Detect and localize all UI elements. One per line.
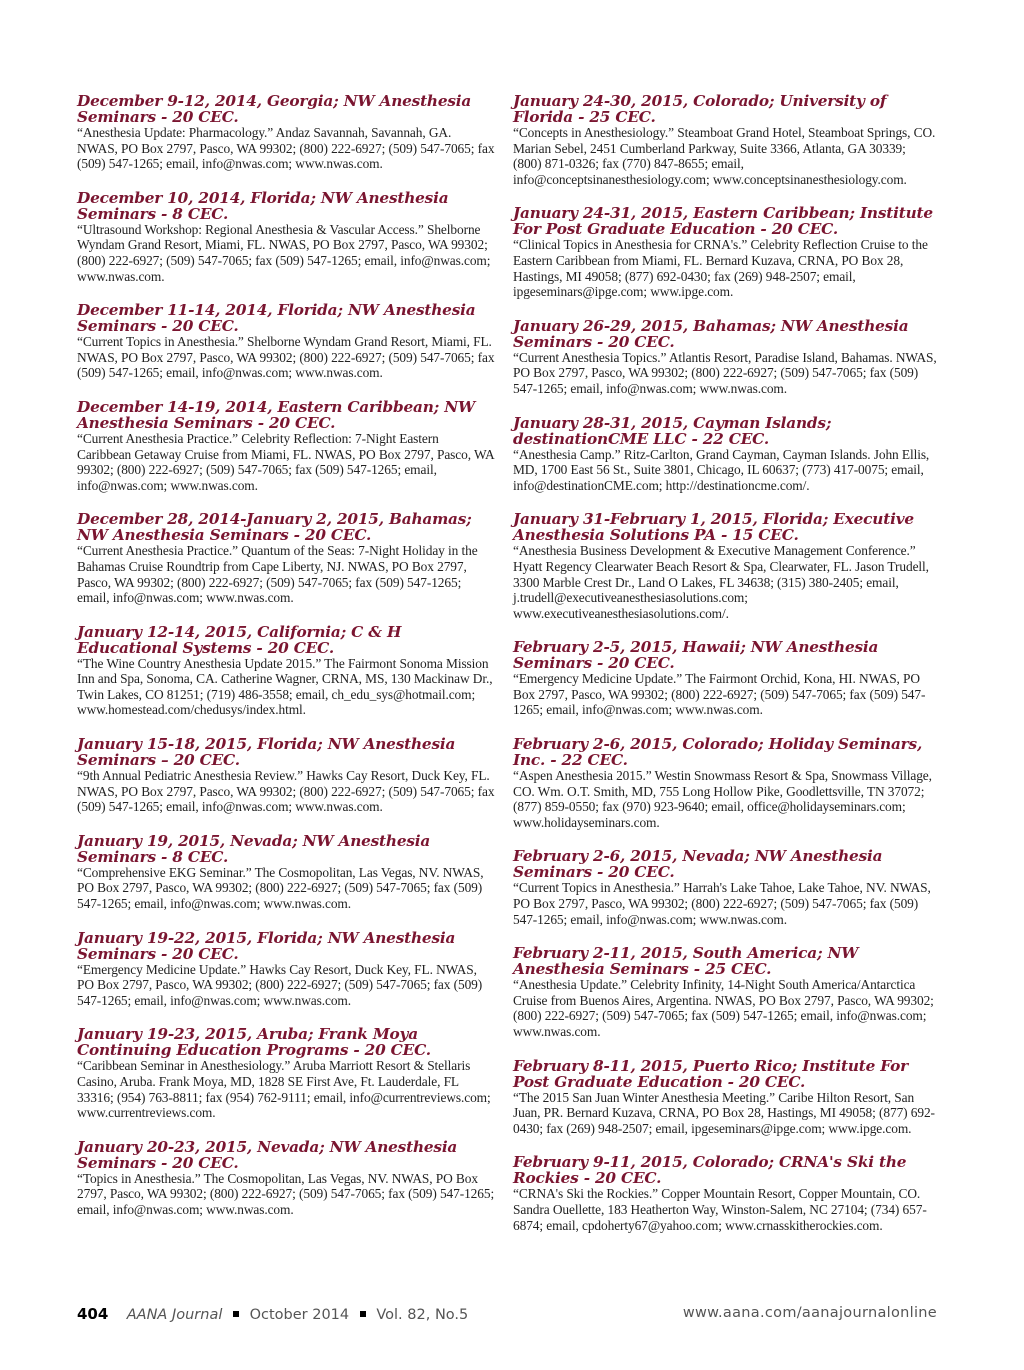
- entry-title: December 10, 2014, Florida; NW Anesthesia Seminars - 8 CEC.: [77, 188, 449, 223]
- right-column: [513, 93, 937, 1251]
- meeting-entry: [513, 415, 937, 494]
- entry-title: December 9-12, 2014, Georgia; NW Anesthesia Seminars - 20 CEC.: [77, 92, 472, 126]
- volume-number: Vol. 82, No.5: [376, 1307, 469, 1323]
- meeting-entry: [77, 93, 495, 172]
- meeting-entry: [77, 190, 495, 284]
- entry-body: “Current Anesthesia Topics.” Atlantis Resort, Paradise Island, Bahamas. NWAS, PO Box 2797, Pasco, WA 99302; (800) 222-6927; (509) 547-7065; fax (509) 547-1265; email, info@nwas.com; www.nwas.com.: [513, 349, 937, 396]
- entry-title: January 24-30, 2015, Colorado; University of Florida - 25 CEC.: [513, 92, 887, 126]
- separator-square-icon: [360, 1311, 366, 1317]
- entry-body: “Aspen Anesthesia 2015.” Westin Snowmass Resort & Spa, Snowmass Village, CO. Wm. O.T. Smith, MD, 755 Long Hollow Pike, Goodlettsville, TN 37072; (877) 859-0550; fax (970) 923-9640; email, office@holidayseminars.com; www.holidayseminars.com.: [513, 768, 932, 830]
- left-column: [77, 93, 495, 1236]
- entry-body: “Emergency Medicine Update.” The Fairmont Orchid, Kona, HI. NWAS, PO Box 2797, Pasco, WA 99302; (800) 222-6927; (509) 547-7065; fax (509) 547-1265; email, info@nwas.com; www.nwas.com.: [513, 671, 926, 718]
- meeting-entry: [77, 930, 495, 1009]
- meeting-entry: [513, 639, 937, 718]
- entry-body: “Current Topics in Anesthesia.” Shelborne Wyndam Grand Resort, Miami, FL. NWAS, PO Box 2797, Pasco, WA 99302; (800) 222-6927; (509) 547-7065; fax (509) 547-1265; email, info@nwas.com; www.nwas.com.: [77, 334, 495, 381]
- meeting-entry: [77, 302, 495, 381]
- journal-name: AANA Journal: [126, 1307, 223, 1323]
- meeting-entry: [513, 736, 937, 830]
- entry-title: February 2-6, 2015, Nevada; NW Anesthesia Seminars - 20 CEC.: [513, 847, 883, 882]
- entry-body: “Ultrasound Workshop: Regional Anesthesia & Vascular Access.” Shelborne Wyndam Grand Resort, Miami, FL. NWAS, PO Box 2797, Pasco, WA 99302; (800) 222-6927; (509) 547-7065; fax (509) 547-1265; email, info@nwas.com; www.nwas.com.: [77, 221, 491, 284]
- meeting-entry: [77, 736, 495, 815]
- entry-title: December 14-19, 2014, Eastern Caribbean; NW Anesthesia Seminars - 20 CEC.: [77, 397, 475, 432]
- journal-url[interactable]: www.aana.com/aanajournalonline: [682, 1305, 937, 1321]
- meeting-entry: [513, 205, 937, 299]
- entry-title: January 19, 2015, Nevada; NW Anesthesia Seminars - 8 CEC.: [77, 831, 431, 866]
- entry-body: “The Wine Country Anesthesia Update 2015.” The Fairmont Sonoma Mission Inn and Spa, Sonoma, CA. Catherine Wagner, CRNA, MS, 130 Mackinaw Dr., Twin Lakes, CO 81251; (719) 486-3558; email, ch_edu_sys@hotmail.com; www.homestead.com/chedusys/index.html.: [77, 655, 493, 718]
- entry-title: February 8-11, 2015, Puerto Rico; Institute For Post Graduate Education - 20 CEC.: [513, 1056, 908, 1091]
- entry-body: “Comprehensive EKG Seminar.” The Cosmopolitan, Las Vegas, NV. NWAS, PO Box 2797, Pasco, WA 99302; (800) 222-6927; (509) 547-7065; fax (509) 547-1265; email, info@nwas.com; www.nwas.com.: [77, 864, 484, 912]
- entry-title: February 2-6, 2015, Colorado; Holiday Seminars, Inc. - 22 CEC.: [513, 735, 923, 770]
- entry-body: “The 2015 San Juan Winter Anesthesia Meeting.” Caribe Hilton Resort, San Juan, PR. Bernard Kuzava, CRNA, PO Box 28, Hastings, MI 49058; (877) 692-0430; fax (269) 948-2507; email, ipgeseminars@ipge.com; www.ipge.com.: [513, 1089, 935, 1136]
- entry-title: February 2-11, 2015, South America; NW Anesthesia Seminars - 25 CEC.: [513, 944, 859, 979]
- entry-title: January 26-29, 2015, Bahamas; NW Anesthesia Seminars - 20 CEC.: [513, 316, 909, 351]
- entry-body: “Topics in Anesthesia.” The Cosmopolitan, Las Vegas, NV. NWAS, PO Box 2797, Pasco, WA 99302; (800) 222-6927; (509) 547-7065; fax (509) 547-1265; email, info@nwas.com; www.nwas.com.: [77, 1170, 495, 1217]
- meeting-entry: [513, 93, 937, 187]
- issue-date: October 2014: [249, 1307, 350, 1323]
- entry-title: January 19-23, 2015, Aruba; Frank Moya Continuing Education Programs - 20 CEC.: [77, 1025, 431, 1060]
- meeting-entry: [513, 1058, 937, 1137]
- entry-body: “Anesthesia Business Development & Executive Management Conference.” Hyatt Regency Clearwater Beach Resort & Spa, Clearwater, FL. Jason Trudell, 3300 Marble Crest Dr., Land O Lakes, FL 34638; (315) 380-2405; email, j.trudell@executiveanesthesiasolutions.com; www.executiveanesthesiasolutions.com/.: [513, 543, 929, 621]
- meeting-entry: [513, 318, 937, 397]
- meeting-entry: [77, 833, 495, 912]
- entry-body: “Emergency Medicine Update.” Hawks Cay Resort, Duck Key, FL. NWAS, PO Box 2797, Pasco, WA 99302; (800) 222-6927; (509) 547-7065; fax (509) 547-1265; email, info@nwas.com; www.nwas.com.: [77, 961, 483, 1008]
- entry-title: December 28, 2014-January 2, 2015, Bahamas; NW Anesthesia Seminars - 20 CEC.: [77, 510, 472, 545]
- meeting-entry: [513, 945, 937, 1039]
- entry-title: January 20-23, 2015, Nevada; NW Anesthesia Seminars - 20 CEC.: [77, 1137, 458, 1172]
- entry-title: December 11-14, 2014, Florida; NW Anesthesia Seminars - 20 CEC.: [77, 301, 476, 336]
- entry-title: January 19-22, 2015, Florida; NW Anesthesia Seminars - 20 CEC.: [77, 928, 456, 963]
- meeting-entry: [513, 511, 937, 621]
- entry-body: “Clinical Topics in Anesthesia for CRNA's.” Celebrity Reflection Cruise to the Eastern Caribbean from Miami, FL. Bernard Kuzava, CRNA, PO Box 28, Hastings, MI 49058; (877) 692-0430; fax (269) 948-2507; email, ipgeseminars@ipge.com; www.ipge.com.: [513, 237, 928, 300]
- entry-body: “CRNA's Ski the Rockies.” Copper Mountain Resort, Copper Mountain, CO. Sandra Ouellette, 183 Heatherton Way, Winston-Salem, NC 27104; (734) 657-6874; email, cpdoherty67@yahoo.com; www.crnasskitherockies.com.: [513, 1186, 927, 1233]
- meeting-entry: [77, 624, 495, 718]
- entry-body: “Anesthesia Camp.” Ritz-Carlton, Grand Cayman, Cayman Islands. John Ellis, MD, 1700 East 56 St., Suite 3801, Chicago, IL 60637; (773) 417-0075; email, info@destinationCME.com; http://destinationcme.com/.: [513, 446, 930, 493]
- page-number: 404: [77, 1305, 109, 1323]
- entry-body: “Concepts in Anesthesiology.” Steamboat Grand Hotel, Steamboat Springs, CO. Marian Sebel, 2451 Cumberland Parkway, Suite 3366, Atlanta, GA 30339; (800) 871-0326; fax (770) 847-8655; email, info@conceptsinanesthesiology.com; www.conceptsinanesthesiology.com.: [513, 125, 936, 187]
- meeting-entry: [77, 1139, 495, 1218]
- meeting-entry: [77, 399, 495, 493]
- entry-title: January 31-February 1, 2015, Florida; Executive Anesthesia Solutions PA - 15 CEC.: [513, 510, 914, 545]
- entry-body: “Anesthesia Update.” Celebrity Infinity, 14-Night South America/Antarctica Cruise from Buenos Aires, Argentina. NWAS, PO Box 2797, Pasco, WA 99302; (800) 222-6927; (509) 547-7065; fax (509) 547-1265; email, info@nwas.com; www.nwas.com.: [513, 977, 934, 1039]
- meeting-entry: [513, 848, 937, 927]
- entry-body: “Current Topics in Anesthesia.” Harrah's Lake Tahoe, Lake Tahoe, NV. NWAS, PO Box 2797, Pasco, WA 99302; (800) 222-6927; (509) 547-7065; fax (509) 547-1265; email, info@nwas.com; www.nwas.com.: [513, 880, 931, 927]
- entry-body: “9th Annual Pediatric Anesthesia Review.” Hawks Cay Resort, Duck Key, FL. NWAS, PO Box 2797, Pasco, WA 99302; (800) 222-6927; (509) 547-7065; fax (509) 547-1265; email, info@nwas.com; www.nwas.com.: [77, 768, 495, 815]
- entry-title: January 28-31, 2015, Cayman Islands; destinationCME LLC - 22 CEC.: [513, 413, 832, 448]
- entry-body: “Current Anesthesia Practice.” Celebrity Reflection: 7-Night Eastern Caribbean Getaway Cruise from Miami, FL. NWAS, PO Box 2797, Pasco, WA 99302; (800) 222-6927; (509) 547-7065; fax (509) 547-1265; email, info@nwas.com; www.nwas.com.: [77, 430, 494, 493]
- entry-body: “Anesthesia Update: Pharmacology.” Andaz Savannah, Savannah, GA. NWAS, PO Box 2797, Pasco, WA 99302; (800) 222-6927; (509) 547-7065; fax (509) 547-1265; email, info@nwas.com; www.nwas.com.: [77, 125, 495, 172]
- entry-title: January 12-14, 2015, California; C & H Educational Systems - 20 CEC.: [77, 622, 402, 657]
- meeting-entry: [513, 1154, 937, 1233]
- separator-square-icon: [233, 1311, 239, 1317]
- entry-title: February 2-5, 2015, Hawaii; NW Anesthesia Seminars - 20 CEC.: [513, 638, 879, 673]
- entry-title: January 24-31, 2015, Eastern Caribbean; Institute For Post Graduate Education - 20 CEC.: [513, 204, 933, 239]
- meeting-entry: [77, 1026, 495, 1120]
- entry-title: January 15-18, 2015, Florida; NW Anesthesia Seminars – 20 CEC.: [77, 735, 456, 770]
- page-footer: [77, 1305, 937, 1327]
- meeting-entry: [77, 511, 495, 605]
- entry-body: “Caribbean Seminar in Anesthesiology.” Aruba Marriott Resort & Stellaris Casino, Aruba. Frank Moya, MD, 1828 SE First Ave, Ft. Lauderdale, FL 33316; (954) 763-8811; fax (954) 762-9111; email, info@currentreviews.com; www.currentreviews.com.: [77, 1058, 491, 1121]
- entry-body: “Current Anesthesia Practice.” Quantum of the Seas: 7-Night Holiday in the Bahamas Cruise Roundtrip from Cape Liberty, NJ. NWAS, PO Box 2797, Pasco, WA 99302; (800) 222-6927; (509) 547-7065; fax (509) 547-1265; email, info@nwas.com; www.nwas.com.: [77, 543, 478, 606]
- entry-title: February 9-11, 2015, Colorado; CRNA's Ski the Rockies - 20 CEC.: [513, 1153, 907, 1188]
